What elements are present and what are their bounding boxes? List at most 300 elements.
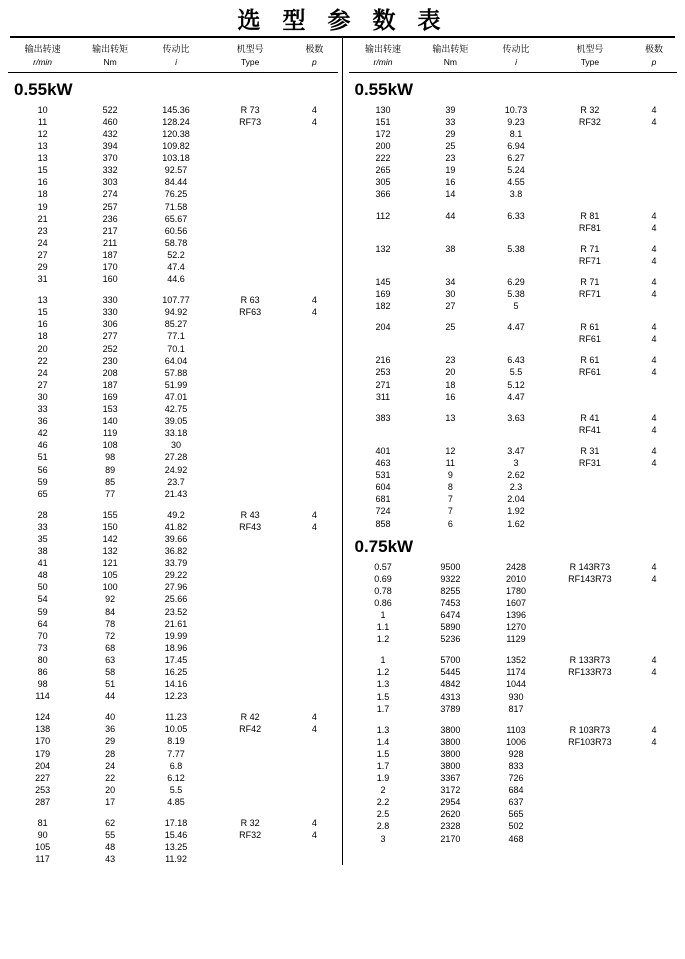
- row-ratio: 4.47: [507, 322, 525, 333]
- row-output-torque: 236: [102, 213, 118, 224]
- row-output-torque: 68: [105, 642, 116, 653]
- row-output-torque: 14: [445, 189, 456, 200]
- row-poles: 4: [651, 724, 657, 735]
- row-type: [549, 808, 631, 820]
- row-poles: [631, 493, 677, 505]
- row-type: [209, 476, 291, 488]
- row-output-speed: 15: [37, 165, 48, 176]
- row-output-speed: 0.86: [374, 597, 392, 608]
- row-ratio: 5.24: [507, 165, 525, 176]
- row-output-torque: 34: [445, 276, 456, 287]
- row-output-speed: 59: [37, 606, 48, 617]
- row-type: [209, 213, 291, 225]
- row-ratio: 5.5: [509, 367, 523, 378]
- row-ratio: 30: [171, 440, 182, 451]
- row-poles: 4: [311, 712, 317, 723]
- header-poles-name: 极数: [644, 44, 663, 55]
- row-poles: 4: [651, 222, 657, 233]
- row-output-speed: 253: [35, 784, 51, 795]
- row-type: [209, 784, 291, 796]
- row-type: [549, 772, 631, 784]
- row-type: [209, 841, 291, 853]
- row-poles: [631, 128, 677, 140]
- table-row: [349, 609, 678, 621]
- table-row: [8, 817, 338, 829]
- row-output-torque: 155: [102, 509, 118, 520]
- table-row: [349, 493, 678, 505]
- row-poles: [291, 760, 337, 772]
- table-row: [349, 333, 678, 345]
- row-poles: [291, 569, 337, 581]
- row-output-speed: 59: [37, 476, 48, 487]
- row-poles: 4: [651, 424, 657, 435]
- header-output-torque: [417, 43, 483, 68]
- row-poles: [631, 772, 677, 784]
- row-type: [209, 176, 291, 188]
- row-ratio: 27.96: [164, 582, 188, 593]
- row-poles: 4: [651, 104, 657, 115]
- row-output-torque: 84: [105, 606, 116, 617]
- row-output-torque: 7: [447, 494, 453, 505]
- row-poles: [631, 760, 677, 772]
- row-output-speed: 22: [37, 355, 48, 366]
- row-poles: [291, 164, 337, 176]
- row-output-speed: 172: [375, 128, 391, 139]
- table-row: [349, 222, 678, 234]
- row-type: R 63: [240, 295, 260, 306]
- row-output-torque: 89: [105, 464, 116, 475]
- row-output-torque: 187: [102, 249, 118, 260]
- row-output-speed: 35: [37, 533, 48, 544]
- row-type: [209, 772, 291, 784]
- row-output-speed: 0.57: [374, 561, 392, 572]
- row-poles: [631, 379, 677, 391]
- row-output-speed: 182: [375, 301, 391, 312]
- row-poles: [631, 391, 677, 403]
- table-row: [349, 633, 678, 645]
- row-output-speed: 401: [375, 445, 391, 456]
- table-row: [8, 164, 338, 176]
- row-type: R 61: [580, 355, 600, 366]
- row-type: [209, 201, 291, 213]
- row-output-torque: 108: [102, 440, 118, 451]
- row-ratio: 71.58: [164, 201, 188, 212]
- row-output-torque: 19: [445, 165, 456, 176]
- row-ratio: 33.18: [164, 428, 188, 439]
- row-output-speed: 19: [37, 201, 48, 212]
- row-output-speed: 18: [37, 331, 48, 342]
- row-output-torque: 77: [105, 488, 116, 499]
- table-row: [8, 521, 338, 533]
- header-output-speed-name: 输出转速: [364, 44, 401, 55]
- row-poles: [631, 621, 677, 633]
- row-output-torque: 252: [102, 343, 118, 354]
- row-type: R 42: [240, 712, 260, 723]
- header-poles: [631, 43, 677, 68]
- row-ratio: 6.43: [507, 355, 525, 366]
- row-output-speed: 20: [37, 343, 48, 354]
- row-output-speed: 130: [375, 104, 391, 115]
- row-type: [209, 796, 291, 808]
- row-output-torque: 132: [102, 546, 118, 557]
- table-row: [8, 642, 338, 654]
- header-poles-unit: p: [312, 57, 317, 68]
- row-type: [209, 164, 291, 176]
- row-output-speed: 1.1: [376, 622, 390, 633]
- table-row: [8, 735, 338, 747]
- row-output-speed: 151: [375, 116, 391, 127]
- row-poles: [291, 261, 337, 273]
- row-type: [549, 633, 631, 645]
- table-row: [8, 152, 338, 164]
- row-output-torque: 187: [102, 379, 118, 390]
- row-output-torque: 25: [445, 322, 456, 333]
- row-type: [209, 343, 291, 355]
- block-separator: [8, 285, 338, 294]
- row-ratio: [483, 255, 549, 267]
- row-type: [549, 833, 631, 845]
- page-title-area: [10, 8, 675, 38]
- row-output-speed: 112: [375, 210, 391, 221]
- row-output-torque: 211: [102, 237, 118, 248]
- row-type: [209, 606, 291, 618]
- table-row: [8, 464, 338, 476]
- row-poles: [631, 820, 677, 832]
- row-output-speed: 33: [37, 521, 48, 532]
- row-output-speed: 265: [375, 165, 391, 176]
- row-ratio: 49.2: [167, 509, 185, 520]
- row-type: [209, 690, 291, 702]
- row-type: [209, 557, 291, 569]
- row-poles: [291, 606, 337, 618]
- row-poles: [631, 140, 677, 152]
- row-poles: [291, 273, 337, 285]
- table-row: [349, 621, 678, 633]
- row-output-speed: 200: [375, 141, 391, 152]
- row-type: [549, 703, 631, 715]
- row-output-torque: 160: [102, 274, 118, 285]
- row-type: RF41: [578, 424, 601, 435]
- row-output-speed: 1.7: [376, 703, 390, 714]
- row-ratio: 21.43: [164, 488, 188, 499]
- row-output-speed: 2.2: [376, 797, 390, 808]
- right-data-rows-2: [349, 561, 678, 845]
- row-ratio: 6.12: [167, 772, 185, 783]
- row-output-speed: 29: [37, 262, 48, 273]
- row-output-speed: 227: [35, 772, 51, 783]
- row-ratio: 52.2: [167, 249, 185, 260]
- row-ratio: 2.3: [509, 482, 523, 493]
- right-data-rows-1: [349, 104, 678, 530]
- table-row: [8, 451, 338, 463]
- row-output-torque: 306: [102, 319, 118, 330]
- row-ratio: 92.57: [164, 165, 188, 176]
- row-poles: [631, 518, 677, 530]
- header-output-torque: [77, 43, 143, 68]
- row-type: [209, 439, 291, 451]
- row-ratio: 103.18: [162, 153, 190, 164]
- row-output-speed: 24: [37, 237, 48, 248]
- row-output-torque: 27: [445, 301, 456, 312]
- table-row: [349, 691, 678, 703]
- row-output-torque: 142: [102, 533, 118, 544]
- row-output-speed: 1.7: [376, 761, 390, 772]
- table-row: [8, 666, 338, 678]
- row-type: [549, 609, 631, 621]
- row-output-speed: 13: [37, 153, 48, 164]
- row-ratio: 64.04: [164, 355, 188, 366]
- row-output-torque: 170: [102, 262, 118, 273]
- row-output-torque: 5445: [440, 667, 461, 678]
- row-type: R 32: [240, 818, 260, 829]
- table-row: [349, 164, 678, 176]
- row-poles: [631, 597, 677, 609]
- row-poles: [631, 796, 677, 808]
- row-ratio: 1103: [506, 724, 526, 735]
- table-row: [349, 288, 678, 300]
- row-type: [209, 237, 291, 249]
- row-poles: [291, 355, 337, 367]
- table-row: [8, 784, 338, 796]
- table-row: [349, 300, 678, 312]
- table-row: [349, 243, 678, 255]
- block-separator: [349, 345, 678, 354]
- row-output-torque: 370: [102, 153, 118, 164]
- row-output-torque: 5700: [440, 655, 461, 666]
- row-output-speed: 3: [380, 833, 386, 844]
- table-row: [8, 225, 338, 237]
- row-ratio: 5.12: [507, 379, 525, 390]
- row-type: [549, 379, 631, 391]
- row-type: [209, 678, 291, 690]
- row-output-torque: 217: [102, 225, 118, 236]
- row-poles: [291, 557, 337, 569]
- power-heading: 0.55kW: [354, 79, 414, 99]
- row-ratio: 3.8: [509, 189, 523, 200]
- row-output-speed: 54: [37, 594, 48, 605]
- row-output-torque: 277: [102, 331, 118, 342]
- row-output-torque: 16: [445, 391, 456, 402]
- block-separator: [349, 234, 678, 243]
- row-type: RF73: [239, 116, 262, 127]
- row-ratio: 2.04: [507, 494, 525, 505]
- table-row: [8, 318, 338, 330]
- block-separator: [349, 436, 678, 445]
- row-output-torque: 4313: [440, 691, 461, 702]
- row-type: RF42: [239, 724, 262, 735]
- row-output-torque: 8: [447, 482, 453, 493]
- row-ratio: 36.82: [164, 546, 188, 557]
- header-ratio-unit: i: [515, 57, 517, 68]
- row-ratio: 24.92: [164, 464, 188, 475]
- row-type: R 81: [580, 210, 600, 221]
- header-type-unit: Type: [580, 57, 600, 68]
- row-poles: [291, 367, 337, 379]
- table-row: [8, 176, 338, 188]
- table-row: [8, 188, 338, 200]
- row-output-speed: 305: [375, 177, 391, 188]
- row-poles: [291, 330, 337, 342]
- row-poles: [291, 748, 337, 760]
- row-output-torque: 29: [445, 128, 456, 139]
- row-output-torque: 169: [102, 391, 118, 402]
- row-poles: [631, 152, 677, 164]
- row-output-speed: 1: [380, 609, 386, 620]
- row-poles: [291, 343, 337, 355]
- row-ratio: 76.25: [164, 189, 188, 200]
- table-row: [349, 445, 678, 457]
- row-output-speed: 27: [37, 379, 48, 390]
- table-row: [8, 140, 338, 152]
- table-row: [8, 723, 338, 735]
- row-poles: 4: [651, 276, 657, 287]
- row-output-torque: 303: [102, 177, 118, 188]
- row-output-speed: 16: [37, 177, 48, 188]
- table-row: [8, 403, 338, 415]
- row-output-torque: 20: [445, 367, 456, 378]
- row-ratio: 8.1: [509, 128, 523, 139]
- row-output-torque: 5890: [440, 622, 461, 633]
- row-output-speed: 1: [380, 655, 386, 666]
- row-output-speed: 724: [375, 506, 391, 517]
- row-type: [209, 545, 291, 557]
- header-output-torque-name: 输出转矩: [92, 44, 129, 55]
- header-type-name: 机型号: [236, 44, 264, 55]
- header-type-unit: Type: [240, 57, 260, 68]
- row-poles: [631, 188, 677, 200]
- row-ratio: 726: [508, 773, 524, 784]
- row-type: [209, 618, 291, 630]
- table-row: [8, 533, 338, 545]
- table-row: [8, 690, 338, 702]
- row-output-speed: 222: [375, 153, 391, 164]
- table-row: [8, 427, 338, 439]
- row-output-torque: 7453: [440, 597, 461, 608]
- row-poles: [631, 164, 677, 176]
- table-row: [8, 618, 338, 630]
- row-output-torque: 100: [102, 582, 118, 593]
- row-poles: [291, 618, 337, 630]
- header-output-torque-unit: Nm: [443, 57, 457, 68]
- row-ratio: 60.56: [164, 225, 188, 236]
- row-poles: 4: [651, 458, 657, 469]
- row-output-speed: 383: [375, 412, 391, 423]
- table-row: [8, 748, 338, 760]
- two-column-layout: [8, 38, 677, 865]
- row-ratio: 928: [508, 748, 524, 759]
- row-poles: 4: [651, 210, 657, 221]
- row-ratio: 17.18: [164, 818, 188, 829]
- table-row: [349, 379, 678, 391]
- row-output-torque: 23: [445, 153, 456, 164]
- row-type: RF32: [239, 830, 262, 841]
- row-output-speed: 73: [37, 642, 48, 653]
- row-poles: [291, 249, 337, 261]
- row-output-speed: 33: [37, 404, 48, 415]
- row-ratio: 565: [508, 809, 524, 820]
- table-row: [8, 581, 338, 593]
- table-row: [8, 606, 338, 618]
- table-row: [8, 630, 338, 642]
- table-row: [349, 748, 678, 760]
- row-output-torque: 58: [105, 667, 116, 678]
- row-output-speed: 28: [37, 509, 48, 520]
- row-type: [549, 621, 631, 633]
- row-poles: 4: [651, 655, 657, 666]
- row-output-speed: 1.2: [376, 667, 390, 678]
- row-output-torque: 3367: [440, 773, 461, 784]
- row-poles: [291, 690, 337, 702]
- row-type: [209, 760, 291, 772]
- row-type: R 71: [580, 276, 600, 287]
- row-output-torque: 2620: [440, 809, 461, 820]
- row-output-speed: 1.5: [376, 748, 390, 759]
- row-output-torque: 48: [105, 842, 116, 853]
- row-ratio: 4.85: [167, 796, 185, 807]
- row-output-speed: 65: [37, 488, 48, 499]
- row-type: RF61: [578, 334, 601, 345]
- row-ratio: 145.36: [162, 104, 190, 115]
- row-type: [209, 569, 291, 581]
- row-output-torque: 121: [102, 558, 118, 569]
- row-output-torque: 72: [105, 630, 116, 641]
- row-output-speed: 1.4: [376, 736, 390, 747]
- row-ratio: 109.82: [162, 141, 190, 152]
- row-poles: [631, 691, 677, 703]
- header-output-torque-unit: Nm: [103, 57, 117, 68]
- row-type: [209, 379, 291, 391]
- row-ratio: 51.99: [164, 379, 188, 390]
- table-row: [349, 833, 678, 845]
- row-poles: [631, 300, 677, 312]
- row-ratio: 6.29: [507, 276, 525, 287]
- row-type: [209, 464, 291, 476]
- row-poles: [291, 841, 337, 853]
- row-output-speed: 50: [37, 582, 48, 593]
- row-output-torque: 105: [102, 570, 118, 581]
- row-poles: [291, 796, 337, 808]
- row-poles: [291, 533, 337, 545]
- row-output-speed: 170: [35, 736, 51, 747]
- row-type: [209, 581, 291, 593]
- row-output-torque: 62: [105, 818, 116, 829]
- row-output-torque: 150: [102, 521, 118, 532]
- row-output-speed: 531: [375, 470, 391, 481]
- row-output-speed: 18: [37, 189, 48, 200]
- row-output-torque: 85: [105, 476, 116, 487]
- table-row: [8, 128, 338, 140]
- block-separator: [8, 500, 338, 509]
- row-poles: [291, 853, 337, 865]
- table-row: [8, 476, 338, 488]
- row-poles: [631, 748, 677, 760]
- row-ratio: 6.8: [169, 760, 183, 771]
- row-poles: [291, 593, 337, 605]
- row-output-torque: 92: [105, 594, 116, 605]
- table-row: [8, 294, 338, 306]
- row-poles: [291, 488, 337, 500]
- row-output-torque: 460: [102, 116, 118, 127]
- row-output-torque: [417, 424, 483, 436]
- row-output-speed: 46: [37, 440, 48, 451]
- row-output-torque: 330: [102, 295, 118, 306]
- row-poles: [291, 415, 337, 427]
- header-output-torque-name: 输出转矩: [432, 44, 469, 55]
- row-output-torque: 78: [105, 618, 116, 629]
- row-output-speed: 366: [375, 189, 391, 200]
- table-row: [349, 255, 678, 267]
- row-output-torque: 230: [102, 355, 118, 366]
